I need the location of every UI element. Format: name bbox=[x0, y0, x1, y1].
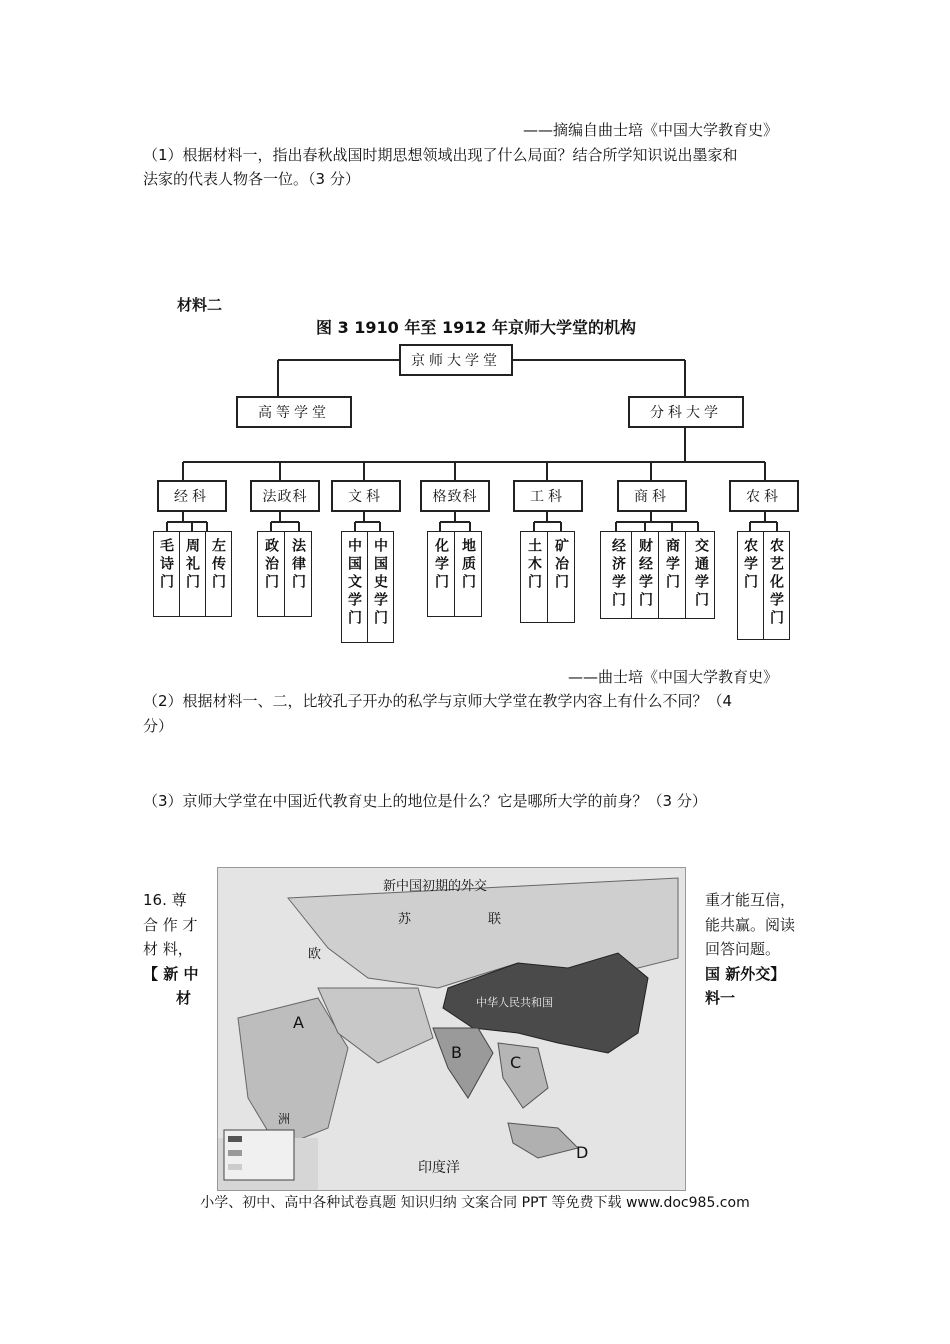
dept-zuozhuan: 左传门 bbox=[205, 531, 232, 617]
diplomacy-map bbox=[217, 867, 686, 1191]
map-label-zhou: 洲 bbox=[278, 1112, 291, 1126]
source-citation-1: ——摘编自曲士培《中国大学教育史》 bbox=[523, 121, 779, 139]
map-label-b: B bbox=[451, 1043, 462, 1062]
org-level1-gaodeng: 高等学堂 bbox=[236, 396, 352, 428]
q16-right-3: 回答问题。 bbox=[705, 940, 781, 958]
map-label-indian-ocean: 印度洋 bbox=[418, 1160, 460, 1176]
dept-nongyi-huaxue: 农艺化学门 bbox=[763, 531, 790, 640]
map-title: 新中国初期的外交 bbox=[383, 879, 488, 894]
q16-left-5: 材 bbox=[176, 989, 192, 1007]
q16-right-1: 重才能互信， bbox=[705, 891, 796, 909]
q16-right-5: 料一 bbox=[705, 989, 736, 1007]
dept-zhouli: 周礼门 bbox=[179, 531, 206, 617]
dept-falv: 法律门 bbox=[284, 531, 312, 617]
question-1-line1: （1）根据材料一，指出春秋战国时期思想领域出现了什么局面？结合所学知识说出墨家和 bbox=[143, 146, 738, 164]
dept-maoshi: 毛诗门 bbox=[153, 531, 180, 617]
dept-nongxue: 农学门 bbox=[737, 531, 764, 640]
map-label-lian: 联 bbox=[488, 912, 502, 927]
dept-zhengzhi: 政治门 bbox=[257, 531, 285, 617]
org-root-box: 京师大学堂 bbox=[399, 344, 513, 376]
org-level2-shang: 商科 bbox=[617, 480, 687, 512]
org-level2-gezhi: 格致科 bbox=[420, 480, 490, 512]
map-label-su: 苏 bbox=[398, 912, 412, 927]
q16-left-3: 材 料， bbox=[143, 940, 193, 958]
question-2-line1: （2）根据材料一、二，比较孔子开办的私学与京师大学堂在教学内容上有什么不同？（4 bbox=[143, 692, 733, 710]
org-level2-wen: 文科 bbox=[331, 480, 401, 512]
question-2-line2: 分） bbox=[143, 717, 174, 735]
dept-jiaotongxue: 交通学门 bbox=[685, 531, 715, 619]
question-3: （3）京师大学堂在中国近代教育史上的地位是什么？它是哪所大学的前身？（3 分） bbox=[143, 792, 707, 810]
q16-left-1: 16. 尊 bbox=[143, 891, 187, 909]
dept-tumu: 土木门 bbox=[520, 531, 548, 623]
dept-huaxue: 化学门 bbox=[427, 531, 455, 617]
org-level2-nong: 农科 bbox=[729, 480, 799, 512]
dept-jingjixue: 经济学门 bbox=[600, 531, 632, 619]
dept-kuangye: 矿冶门 bbox=[547, 531, 575, 623]
org-level2-fazheng: 法政科 bbox=[250, 480, 320, 512]
org-level1-fenke: 分科大学 bbox=[628, 396, 744, 428]
dept-zhongguo-wenxue: 中国文学门 bbox=[341, 531, 368, 643]
map-label-c: C bbox=[510, 1053, 522, 1072]
q16-right-4: 国 新外交】 bbox=[705, 965, 786, 983]
map-graphic bbox=[218, 868, 685, 1190]
dept-caijingxue: 财经学门 bbox=[631, 531, 659, 619]
map-label-a: A bbox=[293, 1013, 304, 1032]
map-label-prc: 中华人民共和国 bbox=[476, 996, 553, 1009]
map-label-ou: 欧 bbox=[308, 947, 322, 962]
page-footer: 小学、初中、高中各种试卷真题 知识归纳 文案合同 PPT 等免费下载 www.doc985.com bbox=[200, 1195, 750, 1211]
dept-shangxue: 商学门 bbox=[658, 531, 686, 619]
figure-title: 图 3 1910 年至 1912 年京师大学堂的机构 bbox=[316, 318, 637, 337]
material-2-heading: 材料二 bbox=[177, 296, 223, 314]
source-citation-2: ——曲士培《中国大学教育史》 bbox=[568, 668, 779, 686]
question-1-line2: 法家的代表人物各一位。（3 分） bbox=[143, 170, 360, 188]
q16-right-2: 能共赢。阅读 bbox=[705, 916, 796, 934]
q16-left-2: 合 作 才 bbox=[143, 916, 198, 934]
map-label-d: D bbox=[576, 1143, 589, 1162]
org-level2-gong: 工科 bbox=[513, 480, 583, 512]
dept-zhongguo-shixue: 中国史学门 bbox=[367, 531, 394, 643]
dept-dizhi: 地质门 bbox=[454, 531, 482, 617]
q16-left-4: 【 新 中 bbox=[143, 965, 199, 983]
org-level2-jing: 经科 bbox=[157, 480, 227, 512]
